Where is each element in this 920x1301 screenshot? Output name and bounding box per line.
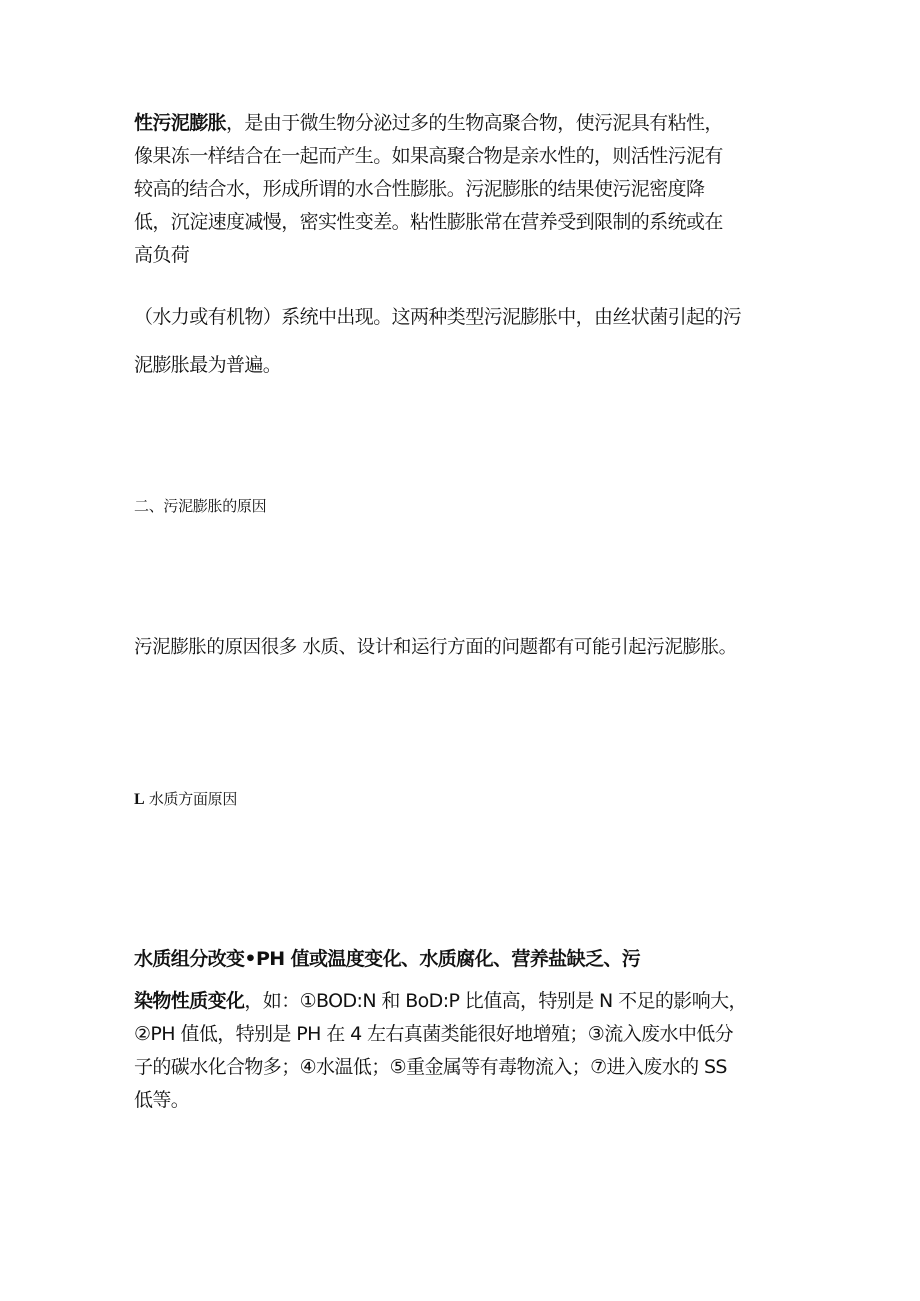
text-line: 较高的结合水，形成所谓的水合性膨胀。污泥膨胀的结果使污泥密度降 [134, 178, 705, 200]
text-line: ②PH 值低，特别是 PH 在 4 左右真菌类能很好地增殖；③流入废水中低分 [134, 1023, 734, 1045]
bold-term: 水质组分改变•PH 值或温度变化、水质腐化、营养盐缺乏、污 [134, 948, 641, 970]
paragraph-viscous-bulking [134, 107, 794, 272]
text-span: ，是由于微生物分泌过多的生物高聚合物，使污泥具有粘性， [226, 112, 723, 134]
bold-term: 染物性质变化 [134, 990, 245, 1012]
section-heading [134, 494, 794, 518]
text-span: ，如：①BOD:N 和 BoD:P 比值高，特别是 N 不足的影响大， [244, 990, 747, 1012]
text-line: 像果冻一样结合在一起而产生。如果高聚合物是亲水性的，则活性污泥有 [134, 145, 723, 167]
heading-text [134, 787, 794, 812]
paragraph-water-quality [134, 933, 794, 1117]
text-line: 低等。 [134, 1089, 190, 1111]
text-line: 子的碳水化合物多；④水温低；⑤重金属等有毒物流入；⑦进入废水的 SS [134, 1056, 727, 1078]
text-line: 低，沉淀速度减慢，密实性变差。粘性膨胀常在营养受到限制的系统或在 [134, 211, 723, 233]
section-number: L [134, 791, 145, 808]
heading-label: 水质方面原因 [148, 790, 238, 808]
text-line: （水力或有机物）系统中出现。这两种类型污泥膨胀中，由丝状菌引起的污 [134, 306, 742, 328]
heading-text: 二、污泥膨胀的原因 [134, 497, 267, 515]
paragraph-filamentous [134, 293, 794, 389]
text-line: 污泥膨胀的原因很多 水质、设计和运行方面的问题都有可能引起污泥膨胀。 [134, 637, 737, 658]
text-line [134, 985, 794, 1018]
text-line [134, 107, 794, 140]
bold-term: 性污泥膨胀 [134, 112, 227, 134]
text-line: 高负荷 [134, 244, 190, 266]
text-line [134, 933, 794, 985]
subsection-heading [134, 787, 794, 812]
paragraph-causes [134, 631, 794, 664]
text-line: 泥膨胀最为普遍。 [134, 354, 282, 376]
